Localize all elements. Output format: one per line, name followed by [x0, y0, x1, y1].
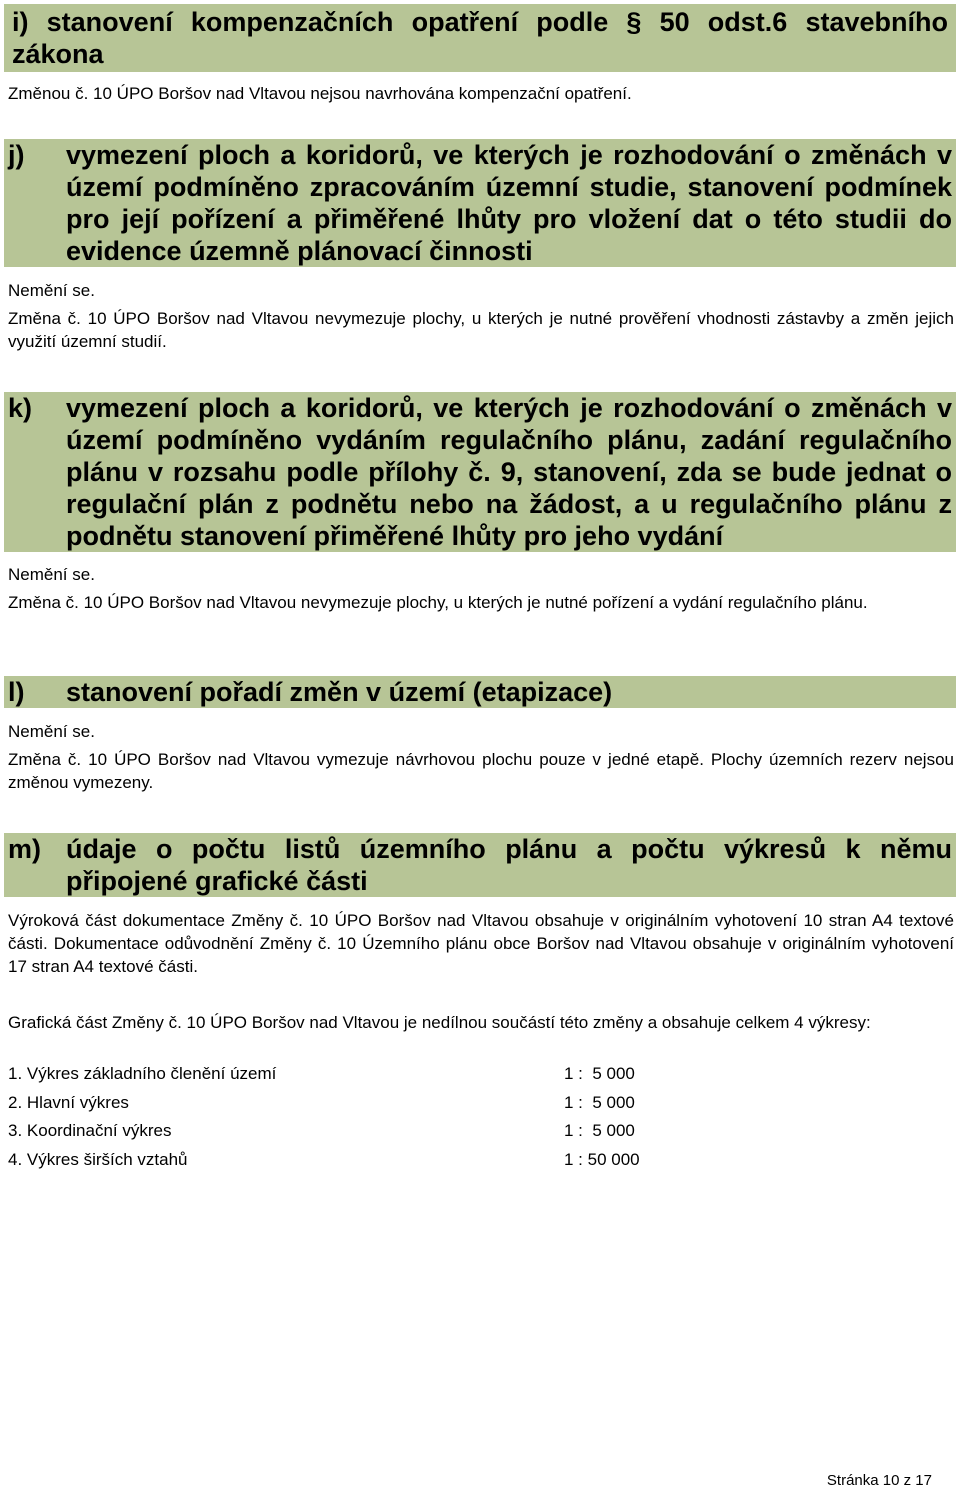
section-l-nemeni: Nemění se.	[8, 722, 95, 741]
drawing-scale: 1 : 50 000	[564, 1149, 640, 1169]
section-j-text: Změna č. 10 ÚPO Boršov nad Vltavou nevymezuje plochy, u kterých je nutné prověření vhodnosti zástavby a změn jejich využití územní studií.	[8, 309, 954, 351]
section-l-heading	[4, 676, 956, 708]
section-k-heading	[4, 392, 956, 552]
section-i-heading	[4, 4, 956, 72]
drawing-name: 3. Koordinační výkres	[8, 1121, 172, 1140]
section-m-text-2: Grafická část Změny č. 10 ÚPO Boršov nad Vltavou je nedílnou součástí této změny a obsahuje celkem 4 výkresy:	[8, 1013, 871, 1032]
drawing-scale: 1 : 5 000	[564, 1064, 635, 1083]
section-l-label: l)	[8, 677, 25, 707]
drawings-list	[8, 1060, 640, 1174]
drawing-scale: 1 : 5 000	[564, 1092, 635, 1112]
list-item	[8, 1089, 640, 1118]
section-j-label: j)	[8, 140, 25, 170]
section-m-title: údaje o počtu listů územního plánu a počtu výkresů k němu připojené grafické části	[66, 834, 952, 896]
list-item	[8, 1146, 640, 1175]
page-number: Stránka 10 z 17	[826, 1472, 932, 1489]
section-j-nemeni: Nemění se.	[8, 281, 95, 300]
drawing-name: 1. Výkres základního členění území	[8, 1064, 277, 1083]
drawing-scale: 1 : 5 000	[564, 1121, 635, 1140]
section-k-nemeni: Nemění se.	[8, 565, 95, 584]
section-l-title: stanovení pořadí změn v území (etapizace)	[66, 677, 613, 707]
drawing-name: 2. Hlavní výkres	[8, 1092, 129, 1112]
section-j-title: vymezení ploch a koridorů, ve kterých je rozhodování o změnách v území podmíněno zpracováním územní studie, stanovení podmínek pro její pořízení a přiměřené lhůty pro vložení dat o této studii do evidence územně plánovací činnosti	[66, 140, 952, 266]
list-item	[8, 1060, 640, 1089]
drawing-name: 4. Výkres širších vztahů	[8, 1149, 188, 1169]
section-m-label: m)	[8, 834, 41, 864]
section-i-text: Změnou č. 10 ÚPO Boršov nad Vltavou nejsou navrhována kompenzační opatření.	[8, 84, 632, 103]
section-k-text: Změna č. 10 ÚPO Boršov nad Vltavou nevymezuje plochy, u kterých je nutné pořízení a vydání regulačního plánu.	[8, 593, 868, 612]
section-l-text: Změna č. 10 ÚPO Boršov nad Vltavou vymezuje návrhovou plochu pouze v jedné etapě. Plochy územních rezerv nejsou změnou vymezeny.	[8, 750, 954, 792]
section-k-title: vymezení ploch a koridorů, ve kterých je rozhodování o změnách v území podmíněno vydáním regulačního plánu, zadání regulačního plánu v rozsahu podle přílohy č. 9, stanovení, zda se bude jednat o regulační plán z podnětu nebo na žádost, a u regulačního plánu z podnětu stanovení přiměřené lhůty pro jeho vydání	[66, 393, 952, 551]
section-k-label: k)	[8, 393, 33, 423]
section-m-heading	[4, 833, 956, 897]
section-j-heading	[4, 139, 956, 267]
section-m-text-1: Výroková část dokumentace Změny č. 10 ÚPO Boršov nad Vltavou obsahuje v originálním vyhotovení 10 stran A4 textové části. Dokumentace odůvodnění Změny č. 10 Územního plánu obce Boršov nad Vltavou obsahuje v originálním vyhotovení 17 stran A4 textové části.	[8, 911, 954, 976]
list-item	[8, 1117, 640, 1146]
section-i-title: i) stanovení kompenzačních opatření podle § 50 odst.6 stavebního zákona	[12, 7, 948, 69]
